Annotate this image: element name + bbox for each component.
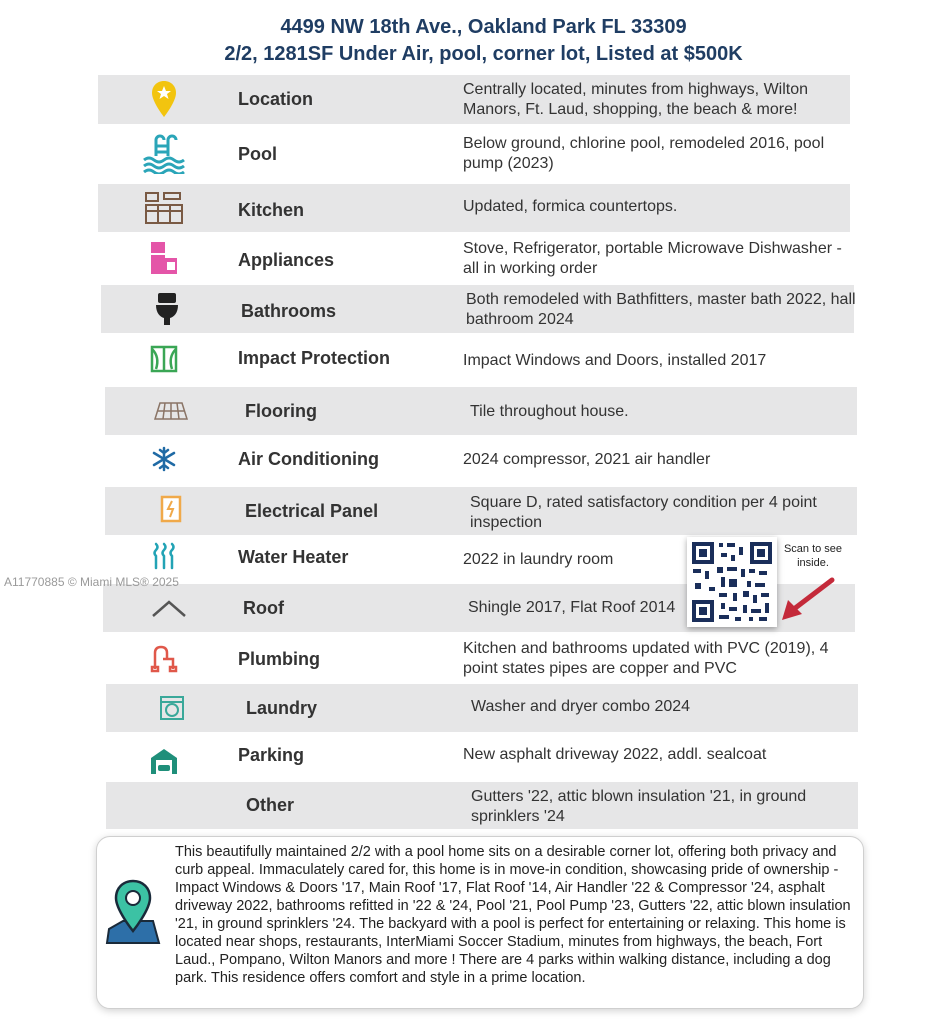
mls-watermark: A11770885 © Miami MLS® 2025 [4, 575, 179, 589]
feature-desc: Kitchen and bathrooms updated with PVC (2019), 4 point states pipes are copper and PVC [463, 640, 829, 677]
feature-desc: Updated, formica countertops. [463, 198, 678, 215]
feature-desc: Shingle 2017, Flat Roof 2014 [468, 599, 676, 616]
feature-desc: Tile throughout house. [470, 403, 629, 420]
pipes-icon [142, 636, 186, 680]
feature-desc: Centrally located, minutes from highways, Wilton Manors, Ft. Laud, shopping, the beach & more! [463, 81, 809, 118]
feature-row-electrical-panel [105, 487, 857, 535]
feature-desc: Washer and dryer combo 2024 [471, 698, 691, 715]
listing-summary: 2/2, 1281SF Under Air, pool, corner lot, Listed at $500K [224, 43, 743, 65]
qr-caption: Scan to see inside. [783, 543, 843, 569]
feature-label: Appliances [238, 250, 335, 270]
feature-label: Other [246, 795, 295, 815]
feature-desc: 2024 compressor, 2021 air handler [463, 451, 711, 468]
feature-label: Electrical Panel [245, 501, 379, 521]
feature-row-plumbing [98, 633, 850, 683]
heat-waves-icon [142, 534, 186, 578]
location-pin-icon [142, 77, 186, 121]
feature-row-air-conditioning [98, 437, 850, 485]
listing-header [0, 14, 927, 68]
property-description: This beautifully maintained 2/2 with a pool home sits on a desirable corner lot, offering both privacy and curb appeal. Immaculately cared for, this home is in move-in condition, showcasing pride of ownership - Impact Windows & Doors '17, Main Roof '17, Flat Roof '14, Air Handler '22 & Compressor '24, asphalt driveway 2022, bathrooms refitted in '22 & '24, Pool '21, Pool Pump '23, Gutters '22, attic blown insulation '21, in ground sprinklers '24. The backyard with a pool is perfect for entertaining or relaxing. This home is located near shops, restaurants, InterMiami Soccer Stadium, minutes from highways, the beach, Fort Laud., Pompano, Wilton Manors and more ! There are 4 parks within walking distance, including a dog park. This residence offers comfort and style in a prime location. [175, 844, 851, 986]
feature-label: Roof [243, 598, 284, 618]
feature-row-kitchen [98, 184, 850, 232]
snowflake-icon [142, 437, 186, 481]
feature-label: Bathrooms [241, 301, 337, 321]
feature-row-flooring [105, 387, 857, 435]
arrow-icon [776, 574, 838, 626]
feature-label: Plumbing [238, 649, 320, 669]
appliances-icon [142, 236, 186, 280]
feature-row-pool [98, 126, 850, 182]
feature-label: Impact Protection [238, 348, 391, 368]
kitchen-icon [142, 186, 186, 230]
description-card [96, 836, 864, 1009]
feature-row-location [98, 75, 850, 124]
feature-label: Air Conditioning [238, 449, 379, 469]
garage-icon [142, 739, 186, 783]
washer-icon [150, 686, 194, 730]
feature-desc: Impact Windows and Doors, installed 2017 [463, 352, 767, 369]
feature-desc: Square D, rated satisfactory condition per 4 point inspection [470, 494, 817, 531]
flooring-icon [149, 389, 193, 433]
feature-desc: Gutters '22, attic blown insulation '21, in ground sprinklers '24 [471, 788, 807, 825]
feature-row-bathrooms [101, 285, 854, 333]
electrical-panel-icon [149, 487, 193, 531]
feature-label: Pool [238, 144, 277, 164]
feature-desc: New asphalt driveway 2022, addl. sealcoat [463, 746, 767, 763]
feature-desc: Below ground, chlorine pool, remodeled 2016, pool pump (2023) [463, 135, 825, 172]
feature-label: Parking [238, 745, 305, 765]
toilet-icon [145, 287, 189, 331]
feature-label: Laundry [246, 698, 318, 718]
feature-label: Location [238, 89, 313, 109]
pool-icon [142, 132, 186, 176]
feature-label: Kitchen [238, 200, 305, 220]
feature-desc: Both remodeled with Bathfitters, master bath 2022, hall bathroom 2024 [466, 291, 856, 328]
feature-row-appliances [98, 234, 850, 282]
feature-desc: 2022 in laundry room [463, 551, 614, 568]
feature-row-other [106, 782, 858, 829]
feature-row-impact-protection [98, 335, 850, 385]
feature-desc: Stove, Refrigerator, portable Microwave Dishwasher - all in working order [463, 240, 842, 277]
address-title: 4499 NW 18th Ave., Oakland Park FL 33309 [280, 16, 687, 38]
feature-row-laundry [106, 684, 858, 732]
feature-label: Water Heater [238, 547, 349, 567]
feature-row-parking [98, 733, 850, 779]
window-icon [142, 337, 186, 381]
feature-label: Flooring [245, 401, 317, 421]
roof-icon [147, 586, 191, 630]
qr-code[interactable] [687, 537, 777, 627]
map-pin-icon [105, 877, 161, 947]
